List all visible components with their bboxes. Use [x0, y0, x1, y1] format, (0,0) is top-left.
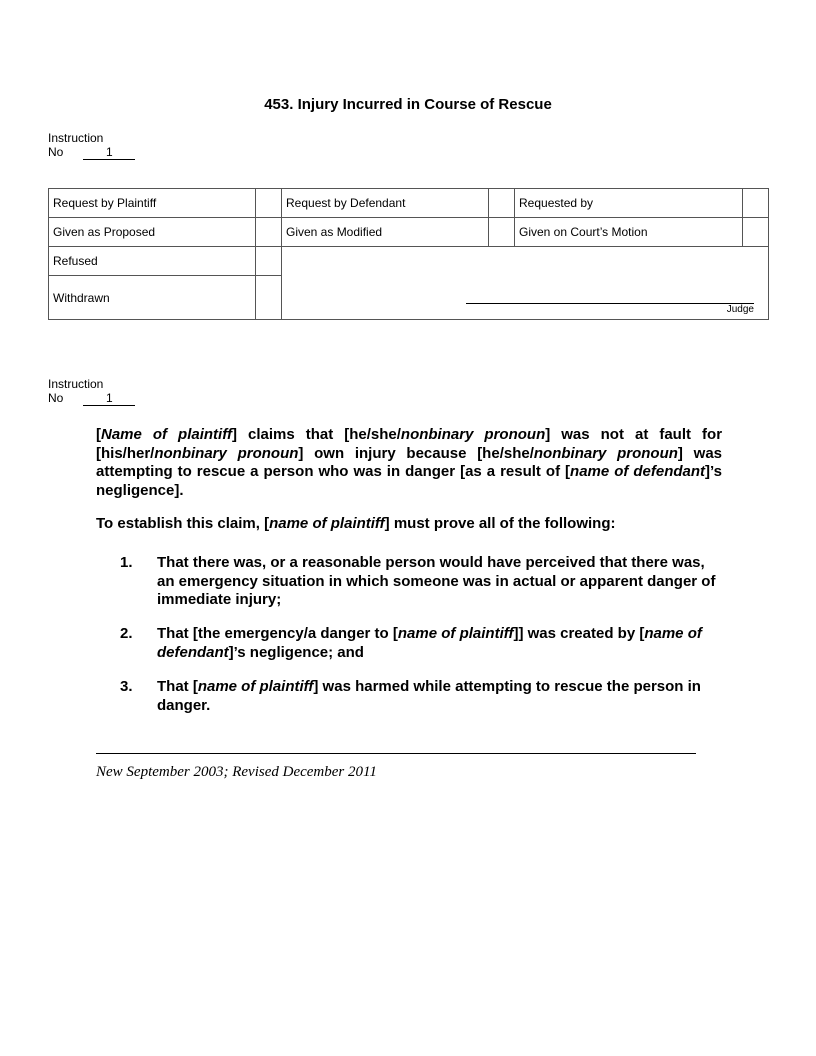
given-as-modified-label: Given as Modified — [282, 218, 489, 247]
withdrawn-label: Withdrawn — [49, 276, 256, 320]
instruction-label: Instruction — [48, 377, 104, 391]
request-by-plaintiff-checkbox[interactable] — [256, 189, 282, 218]
judge-signature-area[interactable] — [282, 247, 769, 320]
judge-label: Judge — [726, 304, 754, 315]
instruction-number: 1 — [83, 146, 135, 160]
given-as-proposed-label: Given as Proposed — [49, 218, 256, 247]
element-number: 1. — [120, 554, 133, 571]
request-by-defendant-checkbox[interactable] — [489, 189, 515, 218]
refused-label: Refused — [49, 247, 256, 276]
instruction-number: 1 — [83, 392, 135, 406]
element-number: 2. — [120, 625, 133, 642]
request-by-defendant-label: Request by Defendant — [282, 189, 489, 218]
element-text: That [the emergency/a danger to [name of plaintiff]] was created by [name of defendant]’s negligence; and — [157, 625, 702, 661]
element-text: That there was, or a reasonable person would have perceived that there was, an emergency situation in which someone was in actual or apparent danger of immediate injury; — [157, 554, 716, 608]
element-text: That [name of plaintiff] was harmed while attempting to rescue the person in danger. — [157, 678, 701, 714]
requested-by-label: Requested by — [515, 189, 743, 218]
given-on-courts-motion-label: Given on Court’s Motion — [515, 218, 743, 247]
request-by-plaintiff-label: Request by Plaintiff — [49, 189, 256, 218]
claim-paragraph: [Name of plaintiff] claims that [he/she/nonbinary pronoun] was not at fault for [his/her/nonbinary pronoun] own injury because [he/she/nonbinary pronoun] was attempting to rescue a person who was in danger [as a result of [name of defendant]’s negligence]. — [96, 426, 723, 499]
refused-checkbox[interactable] — [256, 247, 282, 276]
given-on-courts-motion-checkbox[interactable] — [743, 218, 769, 247]
footer-divider — [96, 753, 696, 754]
revision-history: New September 2003; Revised December 2011 — [96, 764, 377, 780]
requested-by-checkbox[interactable] — [743, 189, 769, 218]
instruction-number-block-2 — [48, 377, 135, 406]
instruction-number-block — [48, 131, 135, 160]
request-table — [48, 188, 769, 320]
page-title: 453. Injury Incurred in Course of Rescue — [264, 96, 552, 113]
elements-intro-paragraph: To establish this claim, [name of plaintiff] must prove all of the following: — [96, 515, 616, 532]
given-as-modified-checkbox[interactable] — [489, 218, 515, 247]
given-as-proposed-checkbox[interactable] — [256, 218, 282, 247]
element-number: 3. — [120, 678, 133, 695]
instruction-label: Instruction — [48, 131, 104, 145]
no-label: No — [48, 145, 64, 159]
no-label: No — [48, 391, 64, 405]
withdrawn-checkbox[interactable] — [256, 276, 282, 320]
